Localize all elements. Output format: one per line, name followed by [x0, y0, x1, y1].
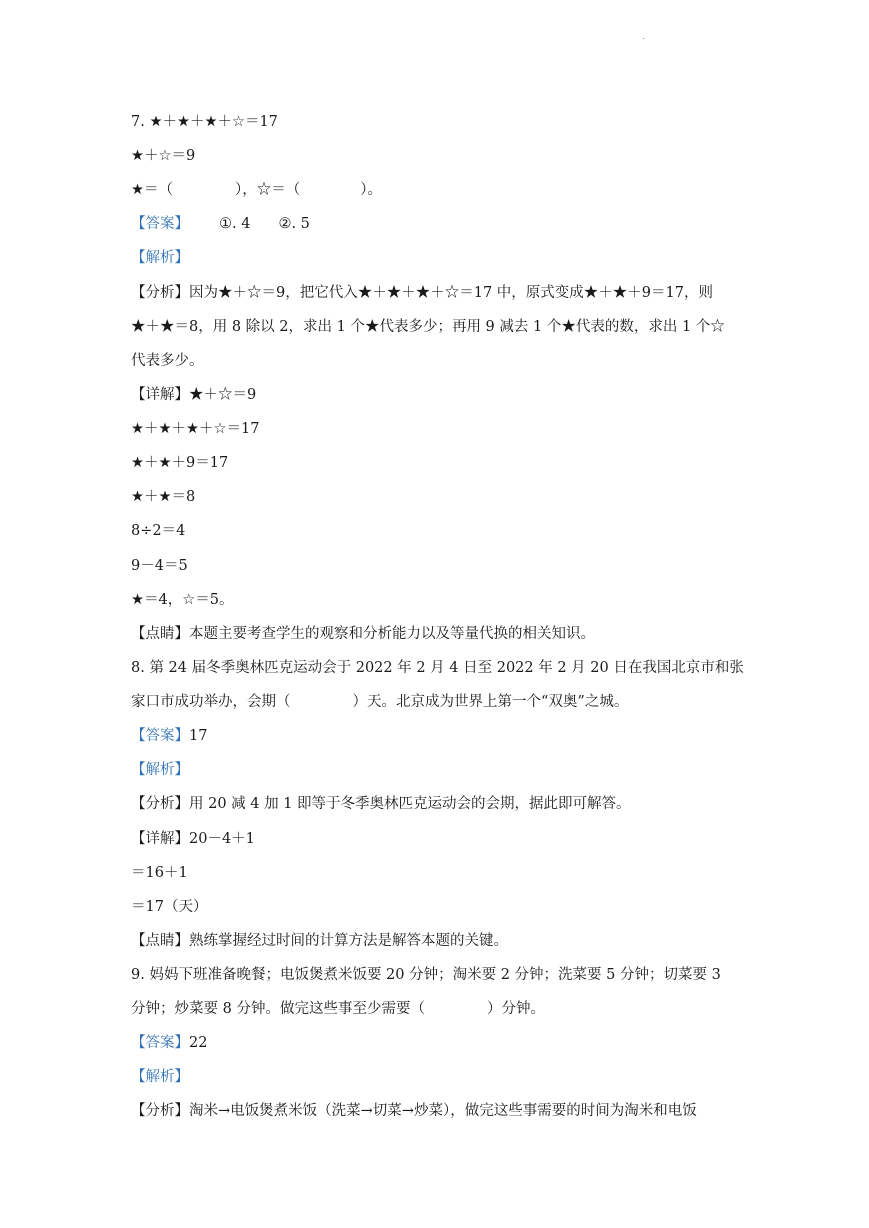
q8-xiangjie-line1: 【详解】20－4＋1	[131, 831, 255, 847]
q7-analysis-tag: 【解析】	[131, 250, 189, 266]
q7-blank-prefix: ★＝（	[131, 182, 173, 198]
q8-stem-line1: 8. 第 24 届冬季奥林匹克运动会于 2022 年 2 月 4 日至 2022 年 2 月 20 日在我国北京市和张	[131, 660, 744, 676]
header-dot: .	[642, 32, 645, 41]
q8-xiangjie-line3: ＝17（天）	[131, 899, 208, 915]
q8-answer-value: 17	[189, 728, 208, 744]
q7-xiangjie-line4: ★＋★＝8	[131, 489, 196, 505]
q7-xiangjie-line6: 9－4＝5	[131, 558, 188, 574]
q7-answer-1: ①. 4	[219, 216, 251, 232]
q7-xiangjie-line2: ★＋★＋★＋☆＝17	[131, 421, 260, 437]
q8-stem-prefix: 家口市成功举办，会期（	[131, 694, 291, 710]
q9-answer-value: 22	[189, 1035, 208, 1051]
q9-stem-suffix: ）分钟。	[486, 1001, 545, 1017]
q7-stem-line1: 7. ★＋★＋★＋☆＝17	[131, 114, 278, 130]
q7-xiangjie-line3: ★＋★＋9＝17	[131, 455, 229, 471]
answer-tag: 【答案】	[131, 216, 189, 232]
q7-fenxi-line3: 代表多少。	[131, 353, 204, 369]
q7-stem-line2: ★＋☆＝9	[131, 148, 196, 164]
q8-answer	[131, 726, 207, 746]
q7-blank-middle: ），☆＝（	[235, 182, 301, 198]
q7-fenxi-line1: 【分析】因为★＋☆＝9，把它代入★＋★＋★＋☆＝17 中，原式变成★＋★＋9＝17，则	[131, 285, 713, 301]
q9-answer	[131, 1033, 207, 1053]
q7-xiangjie-line5: 8÷2＝4	[131, 523, 186, 539]
q7-fenxi-line2: ★＋★＝8，用 8 除以 2，求出 1 个★代表多少；再用 9 减去 1 个★代表的数，求出 1 个☆	[131, 319, 725, 335]
q9-fenxi: 【分析】淘米→电饭煲煮米饭（洗菜→切菜→炒菜），做完这些事需要的时间为淘米和电饭	[131, 1103, 697, 1119]
q7-answer-2: ②. 5	[278, 216, 310, 232]
q9-stem-prefix: 分钟；炒菜要 8 分钟。做完这些事至少需要（	[131, 1001, 425, 1017]
q8-stem-line2	[131, 692, 628, 712]
q7-stem-line3	[131, 180, 382, 200]
answer-tag: 【答案】	[131, 1035, 189, 1051]
q9-stem-line1: 9. 妈妈下班准备晚餐；电饭煲煮米饭要 20 分钟；淘米要 2 分钟；洗菜要 5 分钟；切菜要 3	[131, 967, 721, 983]
q8-fenxi: 【分析】用 20 减 4 加 1 即等于冬季奥林匹克运动会的会期，据此即可解答。	[131, 796, 631, 812]
q8-analysis-tag: 【解析】	[131, 762, 189, 778]
q9-analysis-tag: 【解析】	[131, 1069, 189, 1085]
q7-dianjing: 【点睛】本题主要考查学生的观察和分析能力以及等量代换的相关知识。	[131, 626, 595, 642]
q7-answer	[131, 214, 310, 234]
q7-blank-suffix: ）。	[360, 182, 382, 198]
q8-xiangjie-line2: ＝16＋1	[131, 865, 188, 881]
q9-stem-line2	[131, 999, 545, 1019]
q7-xiangjie-line1: 【详解】★＋☆＝9	[131, 387, 257, 403]
q7-xiangjie-line7: ★＝4，☆＝5。	[131, 592, 234, 608]
q8-dianjing: 【点睛】熟练掌握经过时间的计算方法是解答本题的关键。	[131, 933, 508, 949]
q8-stem-suffix: ）天。北京成为世界上第一个“双奥”之城。	[352, 694, 629, 710]
answer-tag: 【答案】	[131, 728, 189, 744]
